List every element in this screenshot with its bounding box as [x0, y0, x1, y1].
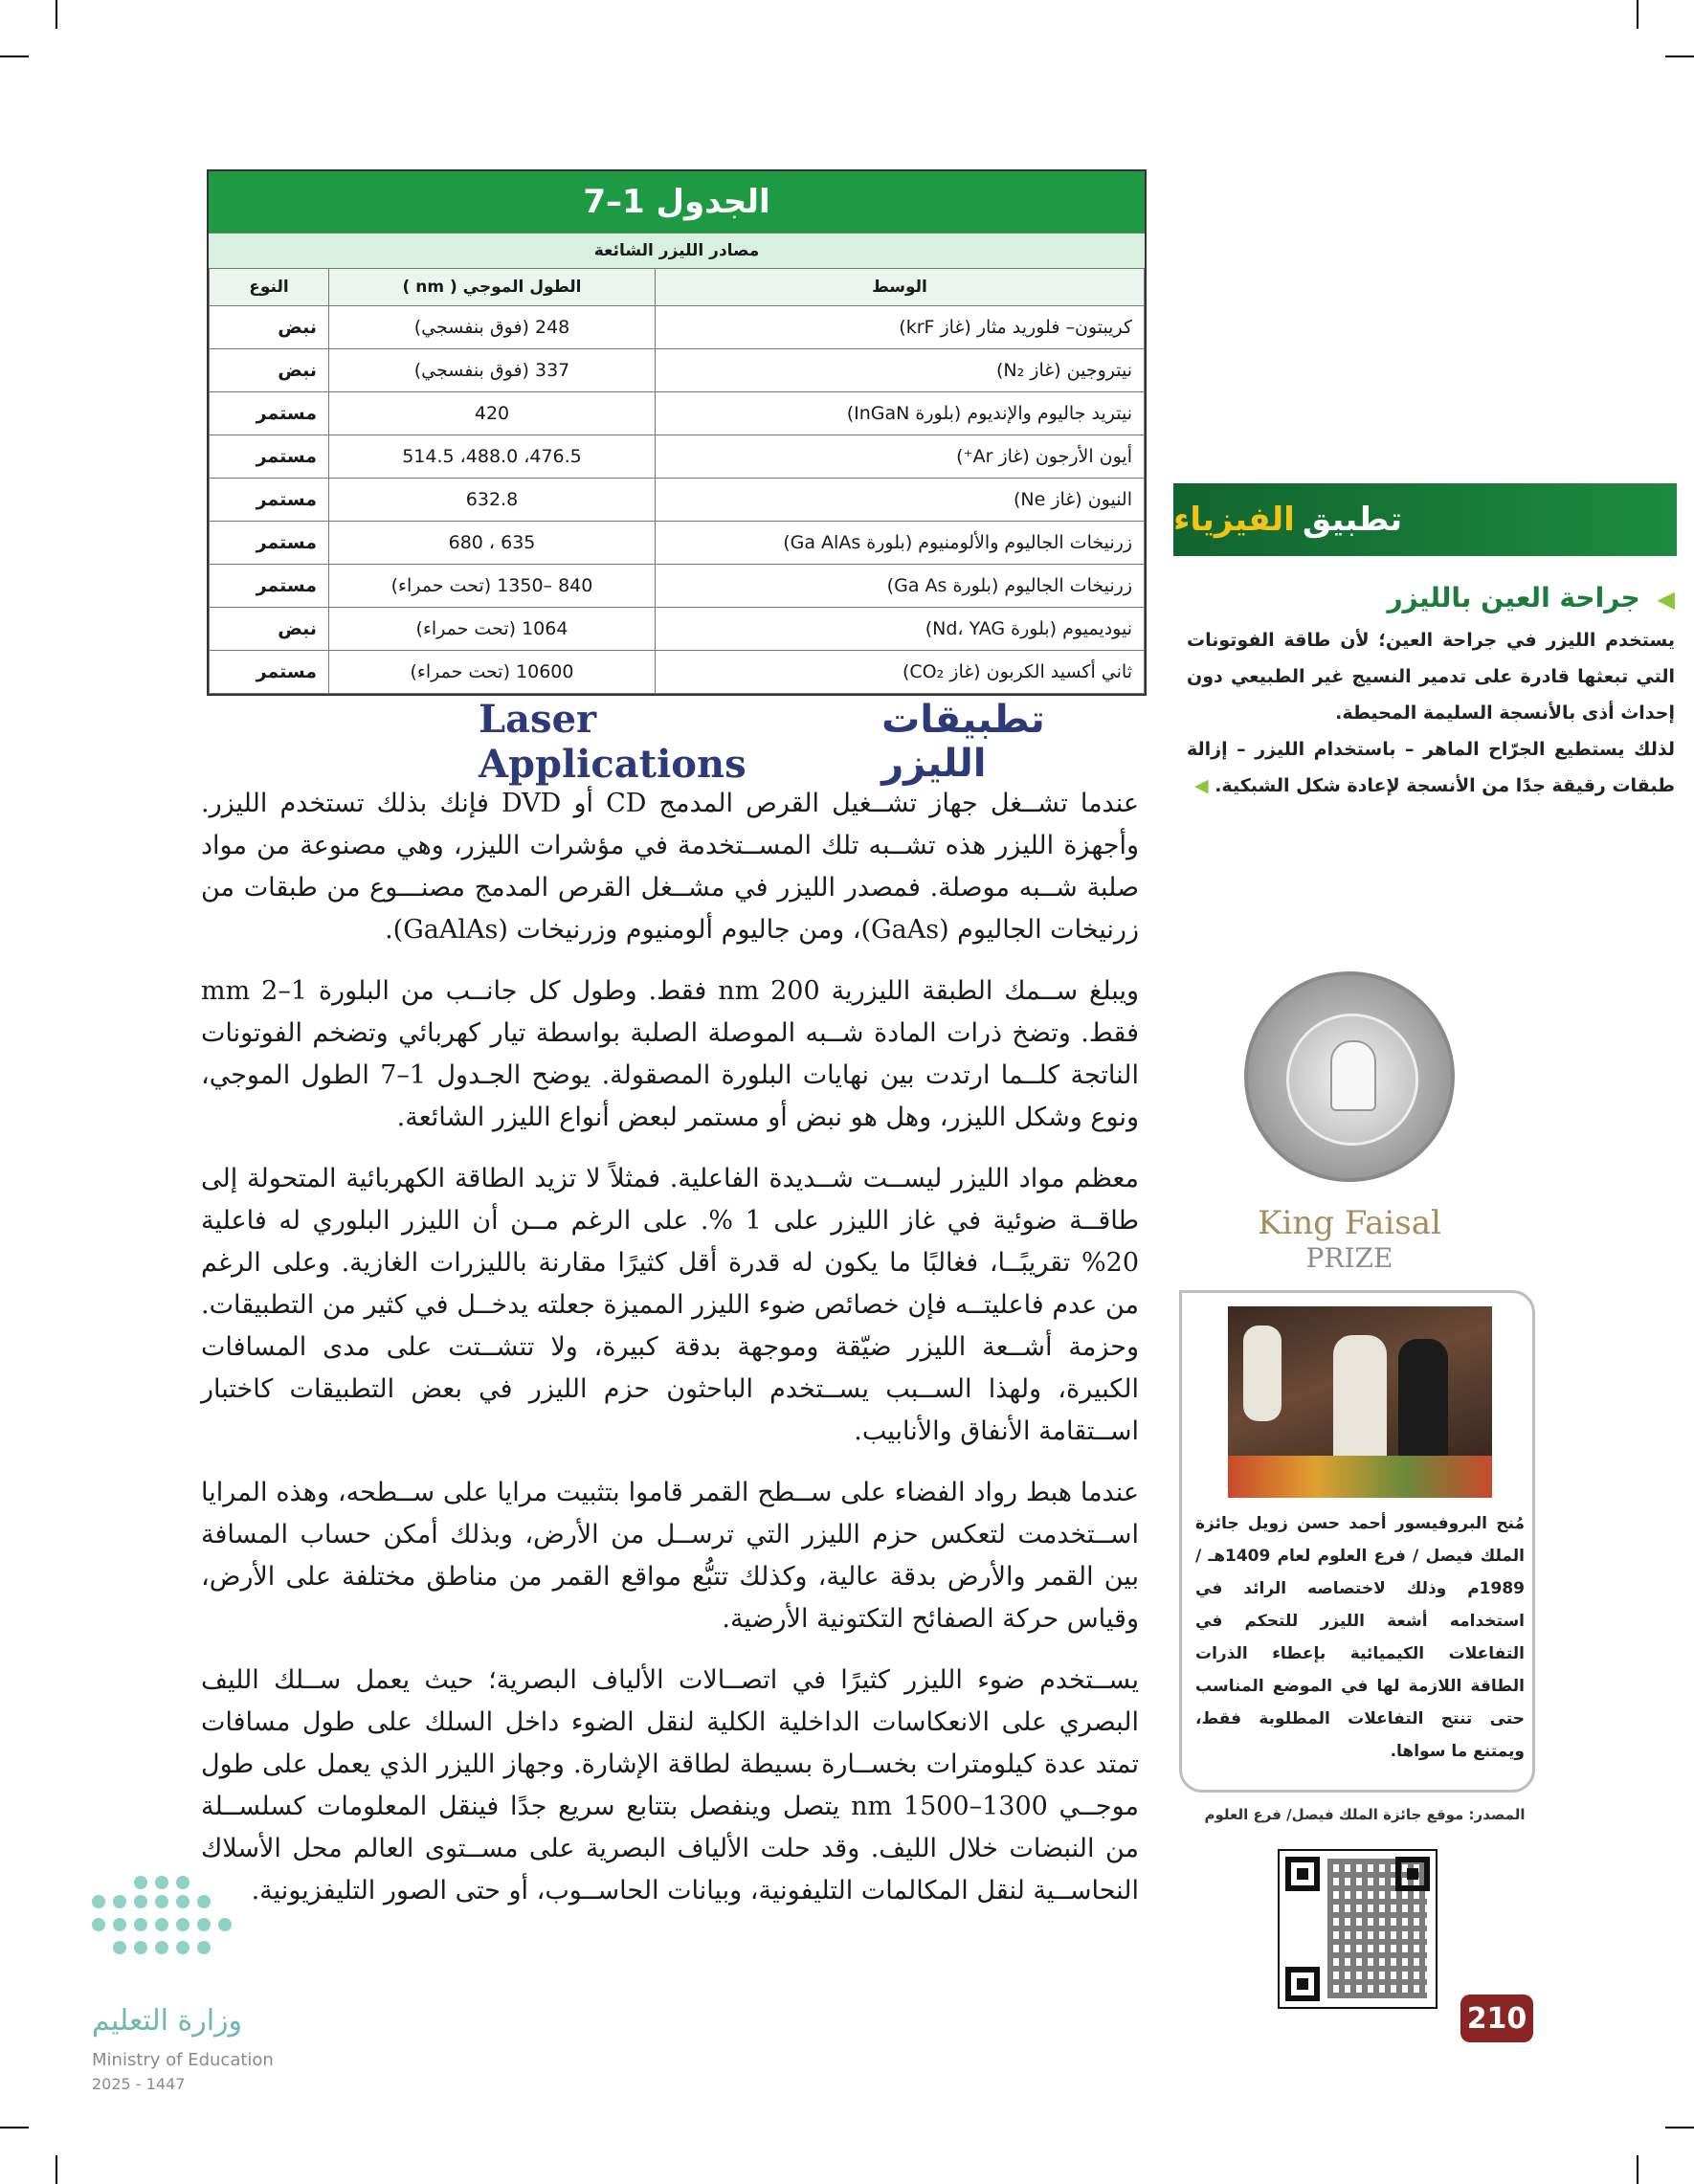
cell-type: مستمر	[210, 435, 329, 479]
crop-mark	[0, 2127, 29, 2128]
laser-sources-table	[207, 169, 1147, 696]
paragraph: معظم مواد الليزر ليســت شــديدة الفاعلية. فمثلاً لا تزيد الطاقة الكهربائية المتحولة إلى طاقــة ضوئية في غاز الليزر على 1 %. على الرغم مــن أن الليزر البلوري له فاعلية 20% تقريبًــا، فغالبًا ما يكون له قدرة أقل كثيرًا مقارنة بالليزرات الغازية. وعلى الرغم من عدم فاعليتــه فإن خصائص ضوء الليزر المميزة جعلته يدخــل في كثير من التطبيقات. وحزمة أشــعة الليزر ضيّقة وموجهة بدقة كبيرة، ولا تتشــتت على مدى المسافات الكبيرة، ولهذا الســبب يســتخدم الباحثون حزم الليزر في بعض التطبيقات كاختبار اســتقامة الأنفاق والأنابيب.	[201, 1164, 1139, 1446]
application-paragraph-text: لذلك يستطيع الجرّاح الماهر – باستخدام الليزر – إزالة طبقات رقيقة جدًا من الأنسجة لإعادة شكل الشبكية.	[1187, 739, 1675, 796]
cell-medium: النيون (غاز Ne)	[656, 479, 1145, 522]
qr-finder	[1285, 1857, 1320, 1891]
photo-flowers	[1228, 1456, 1492, 1498]
cell-wavelength: 635 ، 680	[329, 522, 656, 565]
ministry-name-en: Ministry of Education	[92, 2050, 274, 2070]
cell-type: نبض	[210, 349, 329, 392]
cell-medium: زرنيخات الجاليوم والألومنيوم (بلورة Ga AlAs)	[656, 522, 1145, 565]
qr-code-icon[interactable]	[1278, 1849, 1438, 2009]
table-row	[210, 306, 1145, 349]
crop-mark	[1665, 2127, 1694, 2128]
header-medium: الوسط	[656, 269, 1145, 306]
page-number: 210	[1460, 1995, 1533, 2042]
application-body	[1187, 622, 1675, 804]
paragraph: ويبلغ ســمك الطبقة الليزرية 200 nm فقط. وطول كل جانــب من البلورة 1–2 mm فقط. وتضخ ذرات المادة شــبه الموصلة الصلبة بواسطة تيار كهربائي وتضخم الفوتونات الناتجة كلــما ارتدت بين نهايات البلورة المصقولة. يوضح الجـدول 1–7 الطول الموجي، ونوع وشكل الليزر، وهل هو نبض أو مستمر لبعض أنواع الليزر الشائعة.	[201, 976, 1139, 1132]
section-title-en: Laser Applications	[479, 697, 747, 787]
cell-wavelength: 420	[329, 392, 656, 435]
section-title	[479, 697, 1139, 787]
ministry-name-ar: وزارة التعليم	[92, 2004, 243, 2038]
table-row	[210, 479, 1145, 522]
data-table	[209, 268, 1145, 694]
cell-type: مستمر	[210, 565, 329, 608]
table-header-row	[210, 269, 1145, 306]
crop-mark	[1637, 2155, 1638, 2184]
header-word-application: تطبيق	[1302, 501, 1403, 539]
crop-mark	[1637, 0, 1638, 29]
cell-medium: نيوديميوم (بلورة Nd، YAG)	[656, 608, 1145, 651]
king-faisal-prize-seal-icon	[1244, 971, 1455, 1182]
application-title-text: جراحة العين بالليزر	[1387, 582, 1640, 613]
cell-medium: نيتريد جاليوم والإنديوم (بلورة InGaN)	[656, 392, 1145, 435]
cell-type: مستمر	[210, 522, 329, 565]
cell-wavelength: 337 (فوق بنفسجي)	[329, 349, 656, 392]
table-subtitle: مصادر الليزر الشائعة	[209, 233, 1145, 268]
prize-photo-card	[1179, 1290, 1535, 1793]
application-paragraph: يستخدم الليزر في جراحة العين؛ لأن طاقة الفوتونات التي تبعثها قادرة على تدمير النسيج غير الطبيعي دون إحداث أذى بالأنسجة السليمة المحيطة.	[1187, 630, 1675, 724]
cell-medium: أيون الأرجون (غاز Ar⁺)	[656, 435, 1145, 479]
cell-wavelength: 476.5، 488.0، 514.5	[329, 435, 656, 479]
cell-wavelength: 10600 (تحت حمراء)	[329, 651, 656, 694]
table-row	[210, 392, 1145, 435]
cell-medium: نيتروجين (غاز N₂)	[656, 349, 1145, 392]
body-text	[201, 783, 1139, 1931]
crop-mark	[1665, 56, 1694, 57]
qr-finder	[1285, 1967, 1320, 2001]
ministry-year: 2025 - 1447	[92, 2075, 186, 2093]
prize-subtitle: PRIZE	[1305, 1242, 1393, 1274]
table-title: الجدول 1–7	[209, 171, 1145, 233]
cell-wavelength: 248 (فوق بنفسجي)	[329, 306, 656, 349]
table-row	[210, 435, 1145, 479]
table-row	[210, 651, 1145, 694]
ministry-logo-icon	[92, 1876, 235, 1981]
paragraph: عندما هبط رواد الفضاء على ســطح القمر قاموا بتثبيت مرايا على ســطحه، وهذه المرايا اســتخدمت لتعكس حزم الليزر التي ترســل من الأرض، وبذلك أمكن حساب المسافة بين القمر والأرض بدقة عالية، وكذلك تتبُّع مواقع القمر من مناطق مختلفة على الأرض، وقياس حركة الصفائح التكتونية الأرضية.	[201, 1478, 1139, 1634]
header-type: النوع	[210, 269, 329, 306]
seal-portrait	[1330, 1040, 1376, 1111]
cell-wavelength: 840 –1350 (تحت حمراء)	[329, 565, 656, 608]
table-row	[210, 608, 1145, 651]
application-title	[1187, 582, 1675, 613]
cell-wavelength: 632.8	[329, 479, 656, 522]
paragraph: عندما تشــغل جهاز تشــغيل القرص المدمج CD أو DVD فإنك بذلك تستخدم الليزر. وأجهزة الليزر هذه تشــبه تلك المســتخدمة في مؤشرات الليزر، وهي مصنوعة من مواد صلبة شــبه موصلة. فمصدر الليزر في مشــغل القرص المدمج مصنـــوع من طبقات من زرنيخات الجاليوم (GaAs)، ومن جاليوم ألومنيوم وزرنيخات (GaAlAs).	[201, 789, 1139, 945]
application-paragraph-end	[1187, 731, 1675, 804]
prize-name: King Faisal	[1258, 1204, 1441, 1242]
header-wavelength: الطول الموجي ( nm )	[329, 269, 656, 306]
cell-wavelength: 1064 (تحت حمراء)	[329, 608, 656, 651]
cell-type: مستمر	[210, 479, 329, 522]
table-row	[210, 522, 1145, 565]
table-row	[210, 565, 1145, 608]
cell-medium: زرنيخات الجاليوم (بلورة Ga As)	[656, 565, 1145, 608]
qr-modules	[1327, 1859, 1427, 1998]
cell-type: مستمر	[210, 392, 329, 435]
cell-type: نبض	[210, 608, 329, 651]
paragraph: يســتخدم ضوء الليزر كثيرًا في اتصــالات الألياف البصرية؛ حيث يعمل ســلك الليف البصري على الانعكاسات الداخلية الكلية لنقل الضوء داخل السلك على طول مسافات تمتد عدة كيلومترات بخســارة بسيطة لطاقة الإشارة. وجهاز الليزر الذي يعمل على طول موجــي 1300–1500 nm يتصل وينفصل بتتابع سريع جدًا فينقل المعلومات كسلســلة من النبضات خلال الليف. وقد حلت الألياف البصرية على مســتوى العالم محل الأسلاك النحاســية لنقل المكالمات التليفونية، وبيانات الحاســوب، أو حتى الصور التليفزيونية.	[201, 1665, 1139, 1905]
photo-caption: مُنح البروفيسور أحمد حسن زويل جائزة الملك فيصل / فرع العلوم لعام 1409هـ / 1989م وذلك لاختصاصه الرائد في استخدامه أشعة الليزر للتحكم في التفاعلات الكيميائية بإعطاء الذرات الطاقة اللازمة لها في الموضع المناسب حتى تنتج التفاعلات المطلوبة فقط، ويمتنع ما سواها.	[1195, 1514, 1525, 1761]
cell-type: مستمر	[210, 651, 329, 694]
crop-mark	[56, 0, 57, 29]
cell-medium: كريبتون– فلوريد مثار (غاز krF)	[656, 306, 1145, 349]
physics-application-header	[1173, 483, 1677, 556]
cell-type: نبض	[210, 306, 329, 349]
cell-medium: ثاني أكسيد الكربون (غاز CO₂)	[656, 651, 1145, 694]
award-ceremony-photo	[1228, 1306, 1492, 1498]
source-note: المصدر: موقع جائزة الملك فيصل/ فرع العلوم	[1204, 1806, 1526, 1823]
triangle-bullet-icon: ◀	[1657, 586, 1675, 613]
section-title-ar: تطبيقات الليزر	[881, 698, 1045, 786]
photo-figure	[1243, 1326, 1282, 1421]
table-row	[210, 349, 1145, 392]
end-triangle-icon: ◀	[1193, 775, 1209, 796]
crop-mark	[56, 2155, 57, 2184]
crop-mark	[0, 56, 29, 57]
header-word-physics: الفيزياء	[1173, 501, 1295, 539]
